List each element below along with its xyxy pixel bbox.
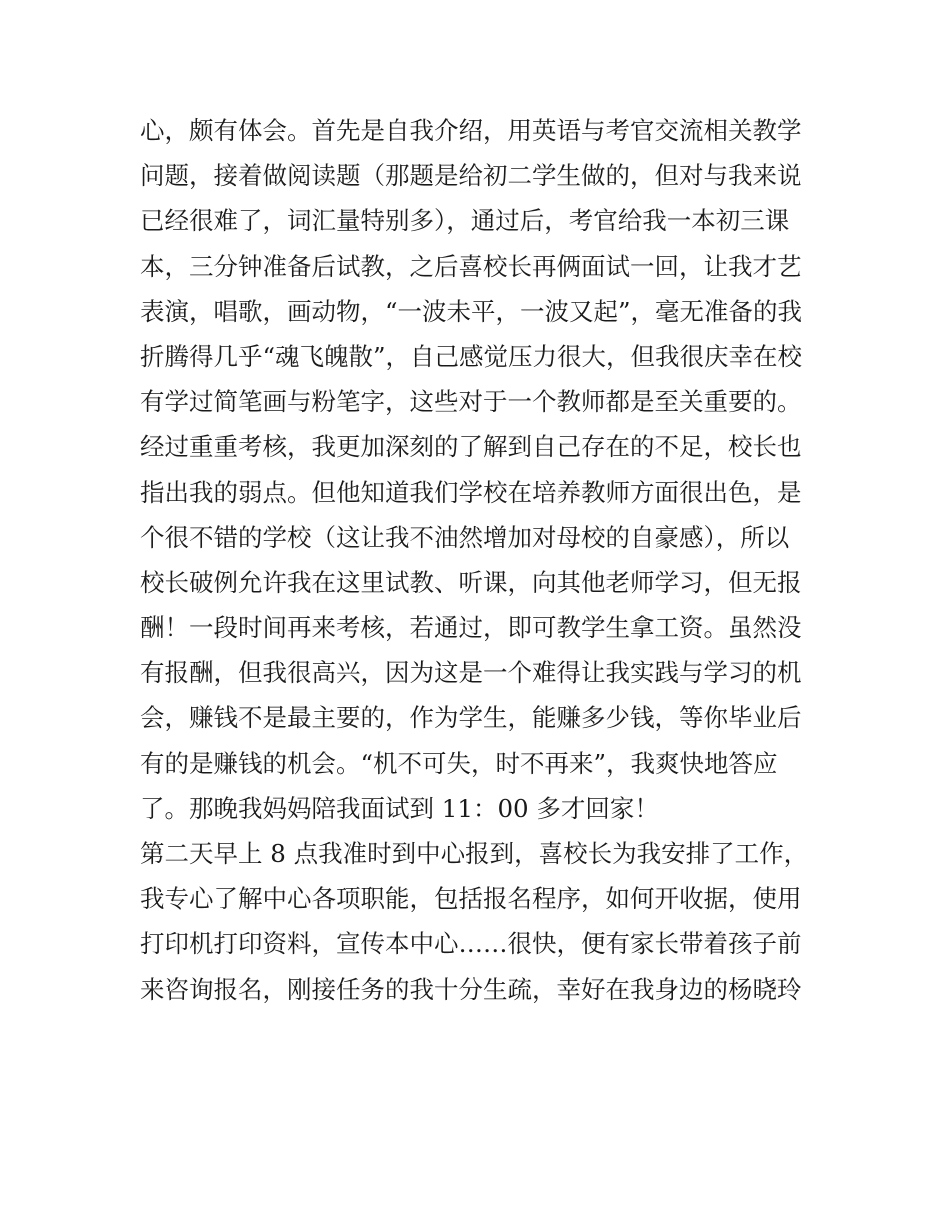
text-line: 酬！一段时间再来考核，若通过，即可教学生拿工资。虽然没 <box>140 613 802 643</box>
text-line: 来咨询报名，刚接任务的我十分生疏，幸好在我身边的杨晓玲 <box>140 974 802 1004</box>
text-line: 心，颇有体会。首先是自我介绍，用英语与考官交流相关教学 <box>140 116 802 145</box>
text-line: 校长破例允许我在这里试教、听课，向其他老师学习，但无报 <box>140 567 802 597</box>
text-line: 经过重重考核，我更加深刻的了解到自己存在的不足，校长也 <box>140 432 802 462</box>
text-line: 了。那晚我妈妈陪我面试到 11：00 多才回家！ <box>140 793 659 823</box>
text-line: 打印机打印资料，宣传本中心……很快，便有家长带着孩子前 <box>140 929 802 959</box>
text-line: 有的是赚钱的机会。“机不可失，时不再来”，我爽快地答应 <box>140 748 778 778</box>
text-line: 本，三分钟准备后试教，之后喜校长再俩面试一回，让我才艺 <box>140 251 802 281</box>
text-line: 指出我的弱点。但他知道我们学校在培养教师方面很出色，是 <box>140 477 802 507</box>
text-line: 折腾得几乎“魂飞魄散”，自己感觉压力很大，但我很庆幸在校 <box>140 341 803 371</box>
text-line: 已经很难了，词汇量特别多），通过后，考官给我一本初三课 <box>140 206 790 236</box>
text-line: 有报酬，但我很高兴，因为这是一个难得让我实践与学习的机 <box>140 658 802 688</box>
text-line: 个很不错的学校（这让我不油然增加对母校的自豪感），所以 <box>140 522 790 552</box>
body-text <box>140 108 820 1012</box>
text-line: 我专心了解中心各项职能，包括报名程序，如何开收据，使用 <box>140 884 802 914</box>
text-line: 有学过简笔画与粉笔字，这些对于一个教师都是至关重要的。 <box>140 387 802 417</box>
text-line: 问题，接着做阅读题（那题是给初二学生做的，但对与我来说 <box>140 161 802 191</box>
text-line: 表演，唱歌，画动物，“一波未平，一波又起”，毫无准备的我 <box>140 296 803 326</box>
text-line: 会，赚钱不是最主要的，作为学生，能赚多少钱，等你毕业后 <box>140 703 802 733</box>
text-line: 第二天早上 8 点我准时到中心报到，喜校长为我安排了工作， <box>140 839 809 868</box>
